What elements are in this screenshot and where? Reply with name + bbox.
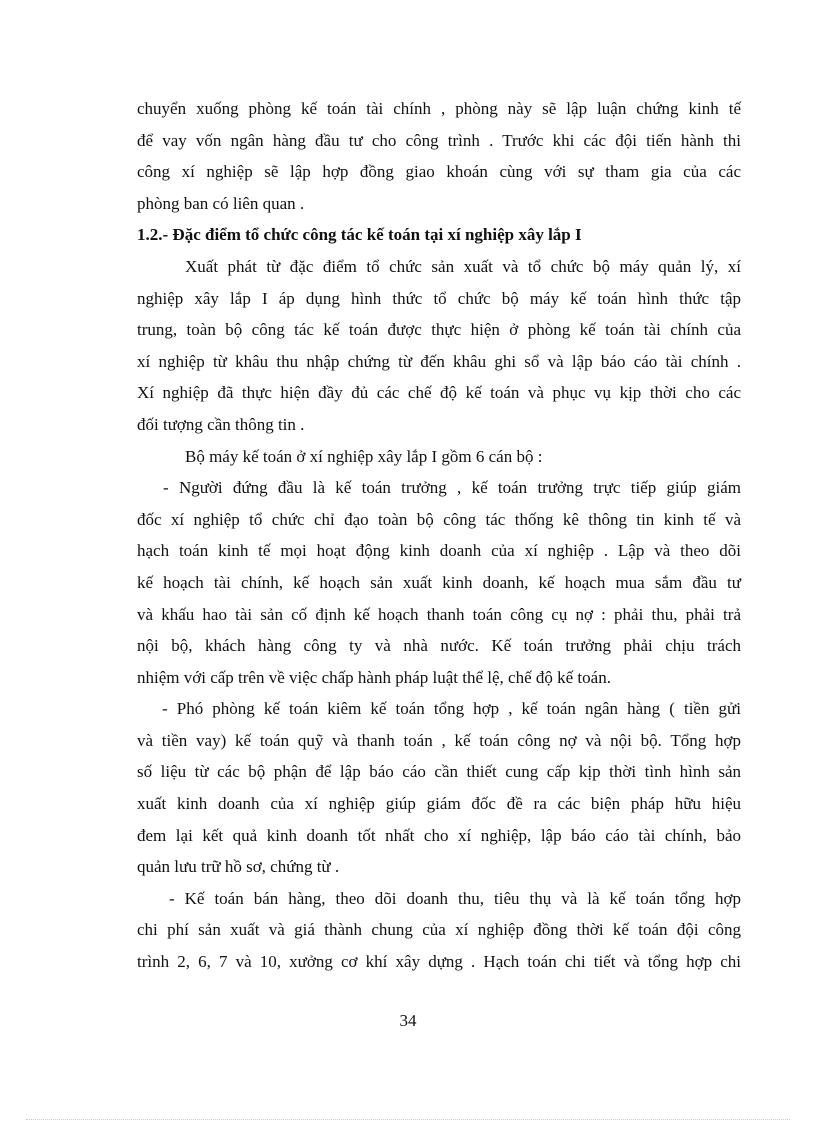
paragraph [137, 883, 741, 978]
text-line: xí nghiệp từ khâu thu nhập chứng từ đến khâu ghi sổ và lập báo cáo tài chính . [137, 351, 741, 371]
text-line: 1.2.- Đặc điểm tổ chức công tác kế toán tại xí nghiệp xây lắp I [137, 225, 582, 245]
text-line: nhiệm với cấp trên về việc chấp hành pháp luật thể lệ, chế độ kế toán. [137, 667, 611, 687]
text-line: nội bộ, khách hàng công ty và nhà nước. Kế toán trưởng phải chịu trách [137, 636, 741, 656]
text-line: phòng ban có liên quan . [137, 193, 305, 213]
text-line: xuất kinh doanh của xí nghiệp giúp giám đốc đề ra các biện pháp hữu hiệu [137, 794, 741, 814]
document-body [137, 93, 741, 978]
text-line: Bộ máy kế toán ở xí nghiệp xây lắp I gồm 6 cán bộ : [185, 446, 543, 466]
paragraph [137, 693, 741, 883]
text-line: công xí nghiệp sẽ lập hợp đồng giao khoán cùng với sự tham gia của các [137, 162, 741, 182]
paragraph [137, 93, 741, 219]
text-line: kế hoạch tài chính, kế hoạch sản xuất kinh doanh, kế hoạch mua sắm đầu tư [137, 572, 741, 592]
text-line: trung, toàn bộ công tác kế toán được thực hiện ở phòng kế toán tài chính của [137, 320, 741, 340]
text-line: để vay vốn ngân hàng đầu tư cho công trình . Trước khi các đội tiến hành thi [137, 130, 741, 150]
text-line: số liệu từ các bộ phận để lập báo cáo cần thiết cung cấp kịp thời tình hình sản [137, 762, 741, 782]
paragraph [137, 472, 741, 693]
text-line: đốc xí nghiệp tổ chức chỉ đạo toàn bộ công tác thống kê thông tin kinh tế và [137, 509, 741, 529]
text-line: quản lưu trữ hồ sơ, chứng từ . [137, 857, 340, 877]
text-line: hạch toán kinh tế mọi hoạt động kinh doanh của xí nghiệp . Lập và theo dõi [137, 541, 741, 561]
text-line: chi phí sản xuất và giá thành chung của xí nghiệp đồng thời kế toán đội công [137, 920, 741, 940]
text-line: - Người đứng đầu là kế toán trưởng , kế toán trưởng trực tiếp giúp giám [163, 478, 741, 498]
text-line: và tiền vay) kế toán quỹ và thanh toán , kế toán công nợ và nội bộ. Tổng hợp [137, 730, 741, 750]
text-line: nghiệp xây lắp I áp dụng hình thức tổ chức bộ máy kế toán hình thức tập [137, 288, 741, 308]
text-line: đem lại kết quả kinh doanh tốt nhất cho xí nghiệp, lập báo cáo tài chính, bảo [137, 825, 741, 845]
text-line: trình 2, 6, 7 và 10, xưởng cơ khí xây dựng . Hạch toán chi tiết và tổng hợp chi [137, 952, 741, 972]
text-line: Xí nghiệp đã thực hiện đầy đủ các chế độ kế toán và phục vụ kịp thời cho các [137, 383, 741, 403]
text-line: Xuất phát từ đặc điểm tổ chức sản xuất và tổ chức bộ máy quản lý, xí [185, 256, 741, 276]
paragraph [137, 441, 741, 473]
text-line: chuyển xuống phòng kế toán tài chính , phòng này sẽ lập luận chứng kinh tế [137, 99, 741, 118]
text-line: và khấu hao tài sản cố định kế hoạch thanh toán công cụ nợ : phải thu, phải trả [137, 604, 741, 624]
section-heading [137, 219, 741, 251]
text-line: đối tượng cần thông tin . [137, 414, 305, 434]
footer-dotted-rule [26, 1119, 790, 1120]
text-line: - Phó phòng kế toán kiêm kế toán tổng hợp , kế toán ngân hàng ( tiền gửi [162, 699, 741, 719]
paragraph [137, 251, 741, 441]
page-number: 34 [399, 1011, 417, 1030]
text-line: - Kế toán bán hàng, theo dõi doanh thu, tiêu thụ và là kế toán tổng hợp [169, 888, 741, 908]
